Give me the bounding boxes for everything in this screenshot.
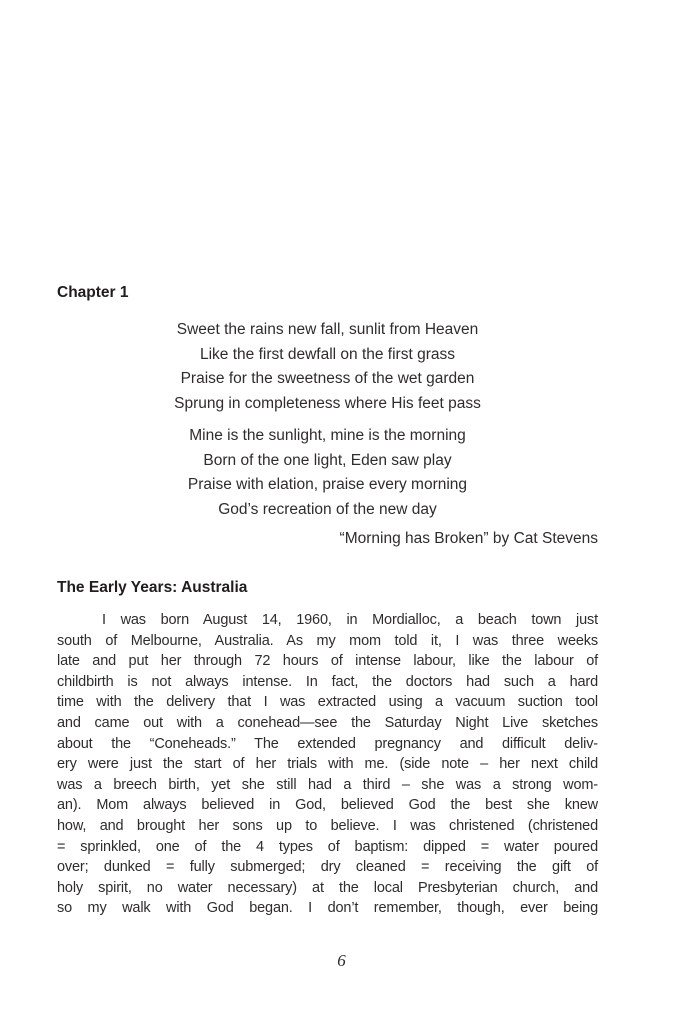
poem-stanza-2 xyxy=(57,424,598,522)
poem-line: Sprung in completeness where His feet pass xyxy=(174,394,481,412)
paragraph-line: and came out with a conehead—see the Saturday Night Live sketches xyxy=(57,714,598,731)
poem-line: Mine is the sunlight, mine is the morning xyxy=(189,427,466,444)
paragraph-line: so my walk with God began. I don’t remember, though, ever being xyxy=(57,900,598,917)
paragraph-line: was a breech birth, yet she still had a third – she was a strong wom- xyxy=(57,776,598,793)
paragraph-line: south of Melbourne, Australia. As my mom told it, I was three weeks xyxy=(57,632,598,649)
section-heading: The Early Years: Australia xyxy=(57,579,248,596)
paragraph-line: late and put her through 72 hours of intense labour, like the labour of xyxy=(57,653,598,670)
paragraph-line: over; dunked = fully submerged; dry cleaned = receiving the gift of xyxy=(57,859,598,876)
poem-line: Praise with elation, praise every morning xyxy=(187,476,468,493)
body-paragraph xyxy=(57,610,598,919)
paragraph-line: I was born August 14, 1960, in Mordialloc, a beach town just xyxy=(102,612,598,628)
poem-line: Born of the one light, Eden saw play xyxy=(203,451,452,469)
paragraph-line: an). Mom always believed in God, believed God the best she knew xyxy=(57,797,598,814)
paragraph-line: time with the delivery that I was extracted using a vacuum suction tool xyxy=(57,694,598,711)
poem-line: Sweet the rains new fall, sunlit from Heaven xyxy=(176,321,479,338)
poem-attribution: “Morning has Broken” by Cat Stevens xyxy=(339,530,598,547)
page-number: 6 xyxy=(337,951,346,970)
paragraph-line: = sprinkled, one of the 4 types of baptism: dipped = water poured xyxy=(57,838,598,855)
poem-line: Praise for the sweetness of the wet garden xyxy=(180,370,475,387)
chapter-heading: Chapter 1 xyxy=(57,284,129,301)
poem-line: Like the first dewfall on the first grass xyxy=(199,345,455,363)
poem-stanza-1 xyxy=(57,318,598,416)
paragraph-line: holy spirit, no water necessary) at the local Presbyterian church, and xyxy=(57,879,598,896)
paragraph-line: childbirth is not always intense. In fact, the doctors had such a hard xyxy=(57,673,598,690)
paragraph-line: ery were just the start of her trials with me. (side note – her next child xyxy=(57,756,598,773)
paragraph-line: how, and brought her sons up to believe. I was christened (christened xyxy=(57,817,598,834)
paragraph-line: about the “Coneheads.” The extended pregnancy and difficult deliv- xyxy=(57,735,598,752)
poem-line: God’s recreation of the new day xyxy=(218,500,437,518)
poem xyxy=(57,318,598,522)
